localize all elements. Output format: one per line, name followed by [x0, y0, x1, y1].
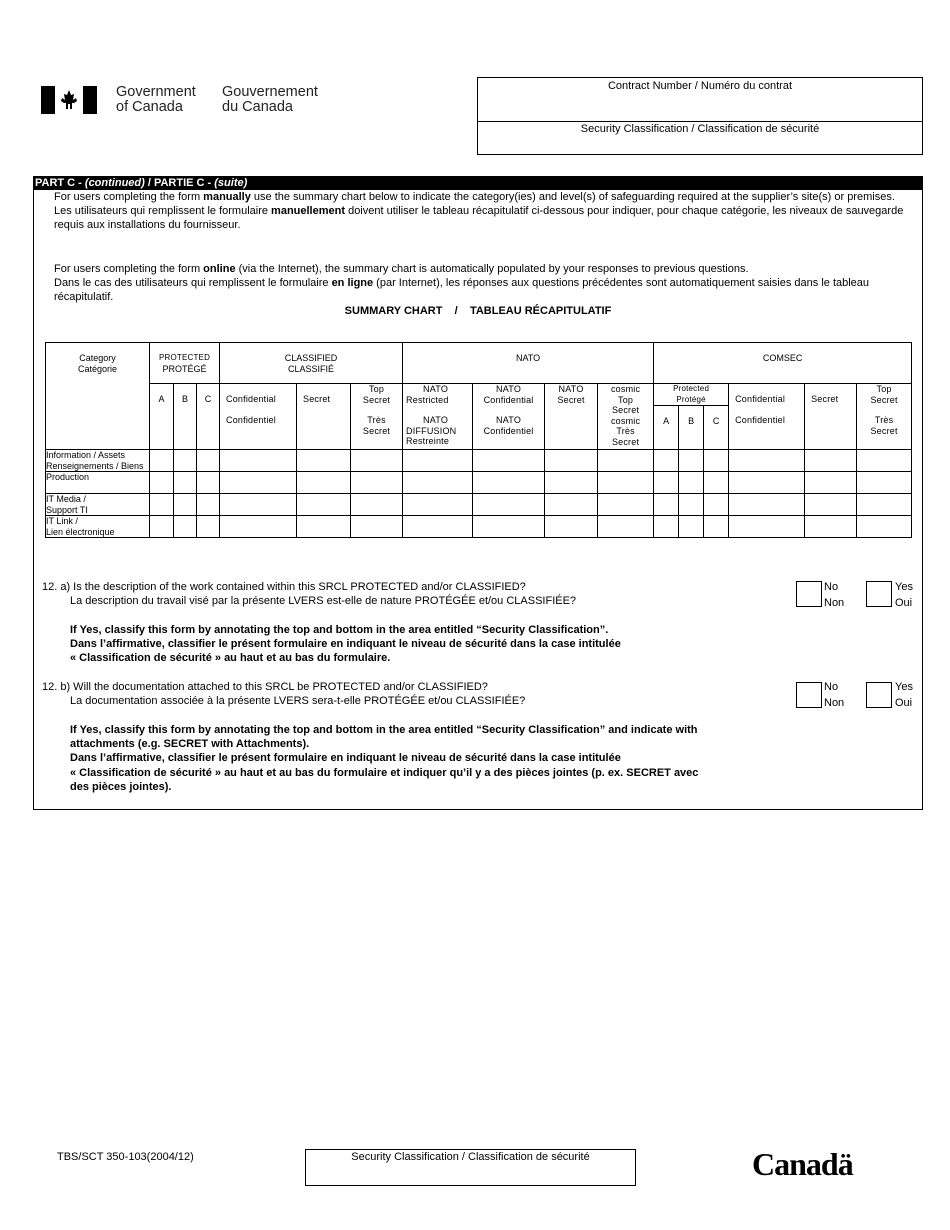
cell[interactable]	[297, 450, 351, 472]
cell[interactable]	[857, 472, 912, 494]
p1-c: use the summary chart below to indicate the category(ies) and level(s) of safeguarding required at the supplier’s site(s) or premises.	[250, 191, 895, 203]
cell[interactable]	[150, 472, 174, 494]
comsec-confidential-en: Confidential	[735, 394, 786, 404]
cell[interactable]	[403, 450, 473, 472]
col-cosmic-top-secret	[598, 384, 654, 450]
q12a-yes-fr: Oui	[895, 597, 913, 609]
comsec-header	[654, 343, 912, 384]
instructions-manual	[54, 190, 904, 233]
cell[interactable]	[150, 494, 174, 516]
row2-en: IT Media /	[46, 494, 86, 504]
secret-label: Secret	[303, 394, 331, 404]
table-row	[46, 450, 912, 472]
q12a-yes-label	[895, 579, 913, 611]
cell[interactable]	[654, 450, 679, 472]
nato-diffusion-1: NATO	[423, 415, 449, 425]
p2-a: Les utilisateurs qui remplissent le formulaire	[54, 205, 272, 218]
comsec-top-secret-1: Top	[876, 384, 892, 394]
government-of-canada-en	[116, 85, 196, 115]
top-secret-2: Secret	[362, 394, 391, 405]
q12a-no-label	[824, 579, 844, 611]
cell[interactable]	[729, 472, 805, 494]
cell[interactable]	[174, 516, 197, 538]
col-a-label: A	[158, 394, 165, 404]
comsec-tres-secret-2: Secret	[870, 425, 898, 436]
p1-a: For users completing the form	[54, 191, 204, 203]
cell[interactable]	[220, 472, 297, 494]
cell[interactable]	[197, 494, 220, 516]
table-row	[46, 516, 912, 538]
cell[interactable]	[704, 494, 729, 516]
cell[interactable]	[351, 472, 403, 494]
comsec-secret-label: Secret	[811, 394, 839, 404]
nato-secret-2: Secret	[557, 394, 585, 405]
q12b-yes-en: Yes	[895, 681, 913, 693]
cosmic-3: Secret	[611, 405, 640, 415]
gov-fr-line1: Gouvernement	[222, 84, 318, 100]
nato-confid-2: Confidentiel	[483, 425, 534, 436]
cell[interactable]	[174, 472, 197, 494]
nato-confid-1: NATO	[496, 415, 522, 425]
q12b-en: 12. b) Will the documentation attached to this SRCL be PROTECTED and/or CLASSIFIED?	[42, 681, 488, 693]
cell[interactable]	[197, 450, 220, 472]
part-title-c: / PARTIE C -	[144, 177, 215, 189]
cell[interactable]	[729, 450, 805, 472]
comsec-protected-fr: Protégé	[676, 394, 706, 404]
comsec-protected-en: Protected	[673, 384, 710, 393]
cell[interactable]	[679, 450, 704, 472]
comsec-top-secret-2: Secret	[870, 394, 898, 405]
comsec-label: COMSEC	[762, 353, 803, 363]
q12a-note2: Dans l’affirmative, classifier le présent formulaire en indiquant le niveau de sécurité dans la case intitulée	[70, 638, 621, 651]
table-row	[46, 494, 912, 516]
part-title-b: (continued)	[84, 177, 145, 189]
col-c	[197, 384, 220, 450]
comsec-confidential-fr: Confidentiel	[735, 414, 786, 425]
nato-conf-2: Confidential	[483, 394, 534, 405]
cell[interactable]	[197, 472, 220, 494]
q12b-note4: « Classification de sécurité » au haut et au bas du formulaire et indiquer qu’il y a des pièces jointes (p. ex. SECRET avec	[70, 766, 699, 779]
col-nato-restricted	[403, 384, 473, 450]
part-c-title	[34, 177, 922, 190]
cell[interactable]	[729, 494, 805, 516]
summary-chart-title: SUMMARY CHART / TABLEAU RÉCAPITULATIF	[344, 305, 612, 317]
q12a-note1: If Yes, classify this form by annotating the top and bottom in the area entitled “Security Classification”.	[70, 624, 609, 636]
cell[interactable]	[351, 516, 403, 538]
gov-en-line1: Government	[116, 84, 196, 100]
cell[interactable]	[598, 450, 654, 472]
cell[interactable]	[654, 516, 679, 538]
contract-info-box	[477, 77, 923, 155]
cell[interactable]	[598, 494, 654, 516]
q12a-fr: La description du travail visé par la présente LVERS est-elle de nature PROTÉGÉE et/ou CLASSIFIÉE?	[70, 595, 577, 608]
cell[interactable]	[351, 494, 403, 516]
confidential-en: Confidential	[226, 394, 276, 404]
cell[interactable]	[805, 450, 857, 472]
q12b-note2: attachments (e.g. SECRET with Attachments).	[70, 738, 310, 751]
top-secret-1: Top	[368, 384, 385, 394]
cell[interactable]	[654, 494, 679, 516]
q12b-yes-label	[895, 679, 913, 711]
p3-c: (via the Internet), the summary chart is automatically populated by your responses to previous questions.	[235, 263, 749, 275]
q12b-note	[70, 723, 698, 794]
contract-number-label: Contract Number / Numéro du contrat	[607, 80, 793, 92]
confidential-fr: Confidentiel	[226, 414, 276, 425]
q12a-no-checkbox[interactable]	[796, 581, 822, 607]
p2-c: doivent utiliser le tableau récapitulatif ci-dessous pour indiquer, pour chaque catégorie, les niveaux de sauvegarde requis aux installations du fournisseur.	[54, 205, 904, 232]
cell[interactable]	[857, 494, 912, 516]
cell[interactable]	[150, 516, 174, 538]
cell[interactable]	[403, 516, 473, 538]
comsec-col-confidential	[729, 384, 805, 450]
cell[interactable]	[473, 472, 545, 494]
part-title-a: PART C -	[35, 177, 85, 189]
cell[interactable]	[805, 516, 857, 538]
cosmic-5: Très	[616, 426, 635, 436]
comsec-protected-group	[654, 384, 729, 450]
question-12a	[42, 580, 576, 608]
p2-b: manuellement	[271, 205, 346, 218]
col-b-label: B	[181, 394, 188, 404]
col-a	[150, 384, 174, 450]
contract-number-field[interactable]	[478, 78, 922, 122]
col-secret	[297, 384, 351, 450]
cell[interactable]	[545, 516, 598, 538]
col-c-label: C	[204, 394, 212, 404]
row-label-it-link	[46, 516, 150, 538]
comsec-col-a: A	[654, 406, 679, 449]
nato-restricted-1: NATO	[423, 384, 449, 394]
q12b-note5: des pièces jointes).	[70, 780, 172, 793]
nato-label: NATO	[515, 353, 541, 363]
comsec-col-b: B	[679, 406, 704, 449]
cell[interactable]	[679, 472, 704, 494]
row3-fr: Lien électronique	[46, 526, 115, 537]
q12b-yes-checkbox[interactable]	[866, 682, 892, 708]
question-12b	[42, 680, 525, 708]
col-nato-secret	[545, 384, 598, 450]
q12b-note1: If Yes, classify this form by annotating the top and bottom in the area entitled “Security Classification” and indicate with	[70, 724, 698, 736]
cosmic-6: Secret	[611, 436, 640, 447]
cell[interactable]	[220, 494, 297, 516]
row0-en: Information / Assets	[46, 450, 126, 460]
gov-en-line2: of Canada	[116, 99, 183, 115]
cell[interactable]	[598, 472, 654, 494]
q12b-fr: La documentation associée à la présente LVERS sera-t-elle PROTÉGÉE et/ou CLASSIFIÉE?	[70, 695, 526, 708]
cell[interactable]	[729, 516, 805, 538]
cell[interactable]	[704, 450, 729, 472]
cell[interactable]	[174, 450, 197, 472]
row3-en: IT Link /	[46, 516, 78, 526]
part-c-section	[33, 176, 923, 810]
instructions-online	[54, 262, 904, 305]
cell[interactable]	[805, 494, 857, 516]
classified-fr: CLASSIFIÉ	[288, 363, 335, 374]
col-top-secret	[351, 384, 403, 450]
cell[interactable]	[403, 472, 473, 494]
q12a-yes-en: Yes	[895, 581, 913, 593]
q12b-no-label	[824, 679, 844, 711]
p4-b: en ligne	[331, 277, 374, 290]
cell[interactable]	[545, 494, 598, 516]
cosmic-4: cosmic	[610, 415, 641, 426]
canada-flag-icon	[41, 86, 97, 114]
security-classification-label-bottom: Security Classification / Classification de sécurité	[351, 1151, 590, 1163]
canada-wordmark: Canadä	[752, 1146, 853, 1182]
security-classification-field-top[interactable]	[478, 122, 922, 135]
q12a-no-en: No	[824, 581, 839, 593]
row1-en: Production	[46, 472, 90, 482]
government-of-canada-fr	[222, 85, 318, 115]
cell[interactable]	[545, 472, 598, 494]
protected-fr: PROTÉGÉ	[162, 363, 207, 374]
table-row	[46, 472, 912, 494]
p1-b: manually	[203, 191, 251, 203]
cell[interactable]	[679, 494, 704, 516]
comsec-col-c: C	[712, 416, 720, 426]
p4-c: (par Internet), les réponses aux questions précédentes sont automatiquement saisies dans le tableau récapitulatif.	[54, 277, 870, 304]
nato-secret-1: NATO	[558, 384, 584, 394]
cell[interactable]	[679, 516, 704, 538]
cell[interactable]	[351, 450, 403, 472]
row-label-it-media	[46, 494, 150, 516]
cell[interactable]	[654, 472, 679, 494]
cell[interactable]	[473, 494, 545, 516]
cosmic-2: Top	[618, 394, 634, 405]
cell[interactable]	[598, 516, 654, 538]
nato-conf-1: NATO	[496, 384, 522, 394]
form-code: TBS/SCT 350-103(2004/12)	[57, 1151, 194, 1163]
comsec-tres-secret-1: Très	[874, 415, 894, 425]
nato-header	[403, 343, 654, 384]
cell[interactable]	[857, 516, 912, 538]
p4-a: Dans le cas des utilisateurs qui remplissent le formulaire	[54, 277, 332, 290]
cell[interactable]	[297, 472, 351, 494]
category-fr: Catégorie	[77, 363, 118, 374]
security-classification-field-bottom[interactable]	[305, 1149, 636, 1186]
cell[interactable]	[473, 516, 545, 538]
cell[interactable]	[297, 516, 351, 538]
gov-fr-line2: du Canada	[222, 99, 293, 115]
q12a-en: 12. a) Is the description of the work contained within this SRCL PROTECTED and/or CLASSIFIED?	[42, 581, 526, 593]
classified-header	[220, 343, 403, 384]
p3-b: online	[203, 263, 236, 275]
protected-en: PROTECTED	[158, 353, 211, 362]
security-classification-label-top: Security Classification / Classification de sécurité	[580, 123, 820, 135]
row2-fr: Support TI	[46, 504, 88, 515]
cosmic-1: cosmic	[610, 384, 641, 394]
cell[interactable]	[297, 494, 351, 516]
comsec-col-top-secret	[857, 384, 912, 450]
p3-a: For users completing the form	[54, 263, 204, 275]
row-label-production	[46, 472, 150, 494]
cell[interactable]	[473, 450, 545, 472]
q12b-note3: Dans l’affirmative, classifier le présent formulaire en indiquant le niveau de sécurité dans la case intitulée	[70, 752, 621, 765]
q12a-no-fr: Non	[824, 597, 845, 609]
cell[interactable]	[150, 450, 174, 472]
q12a-note	[70, 623, 621, 666]
classified-en: CLASSIFIED	[284, 353, 338, 363]
cell[interactable]	[857, 450, 912, 472]
q12a-yes-checkbox[interactable]	[866, 581, 892, 607]
col-b	[174, 384, 197, 450]
row0-fr: Renseignements / Biens	[46, 460, 144, 471]
col-nato-confidential	[473, 384, 545, 450]
q12b-yes-fr: Oui	[895, 697, 913, 709]
cell[interactable]	[220, 516, 297, 538]
nato-restricted-2: Restricted	[406, 394, 449, 405]
cell[interactable]	[704, 472, 729, 494]
nato-diffusion-2: DIFFUSION	[406, 425, 457, 436]
q12a-note3: « Classification de sécurité » au haut et au bas du formulaire.	[70, 652, 391, 665]
cell[interactable]	[174, 494, 197, 516]
category-en: Category	[79, 353, 116, 363]
col-confidential	[220, 384, 297, 450]
q12b-no-checkbox[interactable]	[796, 682, 822, 708]
cell[interactable]	[220, 450, 297, 472]
cell[interactable]	[805, 472, 857, 494]
q12b-no-fr: Non	[824, 697, 845, 709]
row-label-information	[46, 450, 150, 472]
q12b-no-en: No	[824, 681, 839, 693]
cell[interactable]	[704, 516, 729, 538]
tres-secret-1: Très	[367, 415, 386, 425]
cell[interactable]	[403, 494, 473, 516]
protected-header	[150, 343, 220, 384]
summary-chart-table	[45, 342, 912, 538]
comsec-col-secret	[805, 384, 857, 450]
tres-secret-2: Secret	[362, 425, 391, 436]
cell[interactable]	[545, 450, 598, 472]
cell[interactable]	[197, 516, 220, 538]
category-header	[46, 343, 150, 450]
nato-diffusion-3: Restreinte	[406, 436, 450, 446]
part-title-d: (suite)	[214, 177, 248, 189]
